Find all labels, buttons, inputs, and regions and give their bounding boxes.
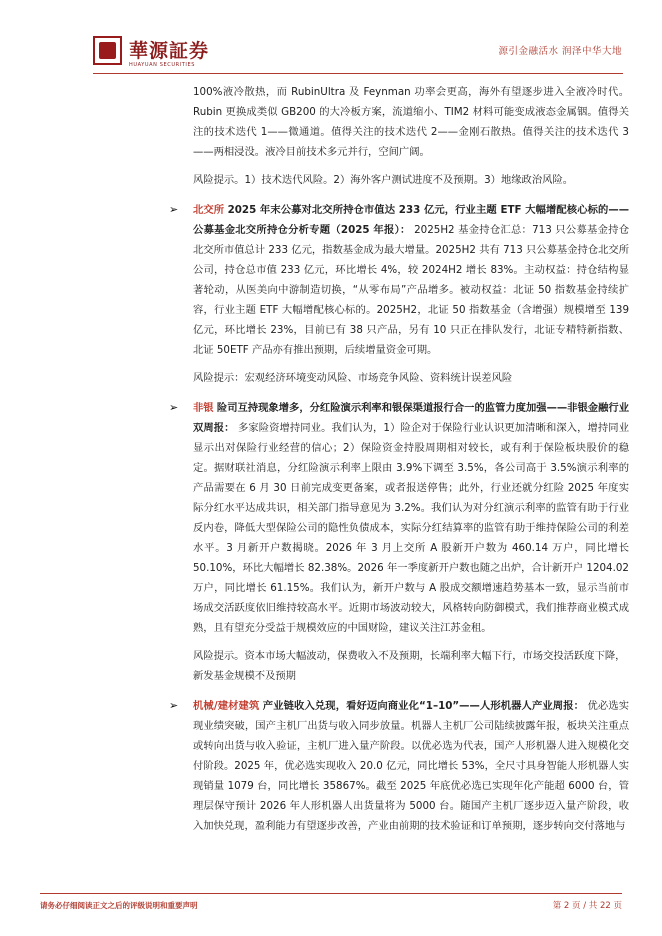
section-headline: 险司互持现象增多，分红险演示利率和银保渠道报行合一的监管力度加强——非银金融行业双周报： xyxy=(193,402,629,434)
page-header xyxy=(0,0,662,75)
risk-warning: 风险提示。资本市场大幅波动，保费收入不及预期，长端利率大幅下行，市场交投活跃度下降，新发基金规模不及预期 xyxy=(193,650,626,682)
logo-seal-icon xyxy=(93,36,122,65)
section-machinery xyxy=(169,696,630,836)
section-body: 优必选实现业绩突破，国产主机厂出货与收入同步放量。机器人主机厂公司陆续披露年报，板块关注重点或转向出货与收入验证，主机厂进入量产阶段。以优必选为代表，国产人形机器人进入规模化交付阶段。2025 年，优必选实现收入 20.0 亿元，同比增长 53%，全尺寸具身智能人形机器人实现销量 1079 台，同比增长 35867%。截至 2025 年底优必选已实现年化产能超 6000 台，管理层保守预计 2026 年人形机器人出货量将为 5000 台。随国产主机厂逐步迈入量产阶段，收入加快兑现，盈利能力有望逐步改善，产业由前期的技术验证和订单预期，逐步转向交付落地与 xyxy=(193,700,630,832)
footer-divider xyxy=(40,893,622,894)
footer-disclaimer: 请务必仔细阅读正文之后的评级说明和重要声明 xyxy=(40,901,198,910)
risk-warning: 风险提示：宏观经济环境变动风险、市场竞争风险、资料统计误差风险 xyxy=(193,372,513,384)
page-number: 第 2 页 / 共 22 页 xyxy=(552,901,622,911)
report-content xyxy=(169,82,630,836)
section-headline: 2025 年末公募对北交所持仓市值达 233 亿元，行业主题 ETF 大幅增配核心标的——公募基金北交所持仓分析专题（2025 年报）： xyxy=(193,204,629,236)
section-tag: 非银 xyxy=(193,402,214,414)
logo-name: 華源証券 xyxy=(129,40,210,62)
section-body: 2025H2 基金持仓汇总：713 只公募基金持仓北交所市值总计 233 亿元，指数基金成为最大增量。2025H2 共有 713 只公募基金持仓北交所公司，持仓总市值 233 亿元，环比增长 4%，较 2024H2 增长 83%。主动权益：持仓结构显著轮动，从医美向中游制造切换，“从零布局”产品增多。被动权益：北证 50 指数基金持续扩容，行业主题 ETF 大幅增配核心标的。2025H2，北证 50 指数基金（含增强）规模增至 139 亿元，环比增长 23%，目前已有 38 只产品，另有 10 只正在排队发行，北证专精特新指数、北证 50ETF 产品亦有推出预期，后续增量资金可期。 xyxy=(193,224,630,356)
header-divider xyxy=(93,73,623,74)
bullet-arrow-icon: ➢ xyxy=(169,401,179,414)
bullet-arrow-icon: ➢ xyxy=(169,203,179,216)
section-tag: 机械/建材建筑 xyxy=(193,700,260,712)
section-cooling xyxy=(193,82,629,190)
header-slogan: 源引金融活水 润泽中华大地 xyxy=(498,46,622,57)
section-body: 100%液冷散热，而 RubinUltra 及 Feynman 功率会更高，海外有望逐步进入全液冷时代。Rubin 更换成类似 GB200 的大冷板方案，流道缩小、TIM2 材料可能变成液态金属铟。值得关注的技术迭代 1——微通道。值得关注的技术迭代 2——金刚石散热。值得关注的技术迭代 3——两相浸没。液冷目前技术多元并行，空间广阔。 xyxy=(193,86,629,158)
company-logo xyxy=(93,36,223,70)
section-tag: 北交所 xyxy=(193,204,225,216)
risk-warning: 风险提示。1）技术迭代风险。2）海外客户测试进度不及预期。3）地缘政治风险。 xyxy=(193,174,574,186)
logo-english-name: HUAYUAN SECURITIES xyxy=(129,62,196,68)
section-nonbank xyxy=(169,398,629,686)
bullet-arrow-icon: ➢ xyxy=(169,699,179,712)
section-headline: 产业链收入兑现，看好迈向商业化“1–10”——人形机器人产业周报： xyxy=(262,700,585,712)
section-bse xyxy=(169,200,630,388)
section-body: 多家险资增持同业。我们认为，1）险企对于保险行业认识更加清晰和深入，增持同业显示出对保险行业经营的信心；2）保险资金持股周期相对较长，或有利于保险板块股价的稳定。据财联社消息，分红险演示利率上限由 3.9%下调至 3.5%，各公司高于 3.5%演示利率的产品需要在 6 月 30 日前完成变更备案，或者报送停售；此外，行业还就分红险 2025 年度实际分红水平达成共识，相关部门指导意见为 3.2%。我们认为对分红演示利率的监管有助于行业反内卷，降低大型保险公司的隐性负债成本，实际分红结算率的监管有助于维持保险公司的利差水平。3 月新开户数揭晓。2026 年 3 月上交所 A 股新开户数为 460.14 万户，同比增长 50.10%，环比大幅增长 82.38%。2026 年一季度新开户数也随之出炉，合计新开户 1204.02 万户，同比增长 61.15%。我们认为，新开户数与 A 股成交额增速趋势基本一致，显示当前市场成交活跃度依旧维持较高水平。近期市场波动较大，风格转向防御模式，我们推荐商业模式成熟，且有望充分受益于规模效应的中国财险，建议关注江苏金租。 xyxy=(193,422,629,634)
